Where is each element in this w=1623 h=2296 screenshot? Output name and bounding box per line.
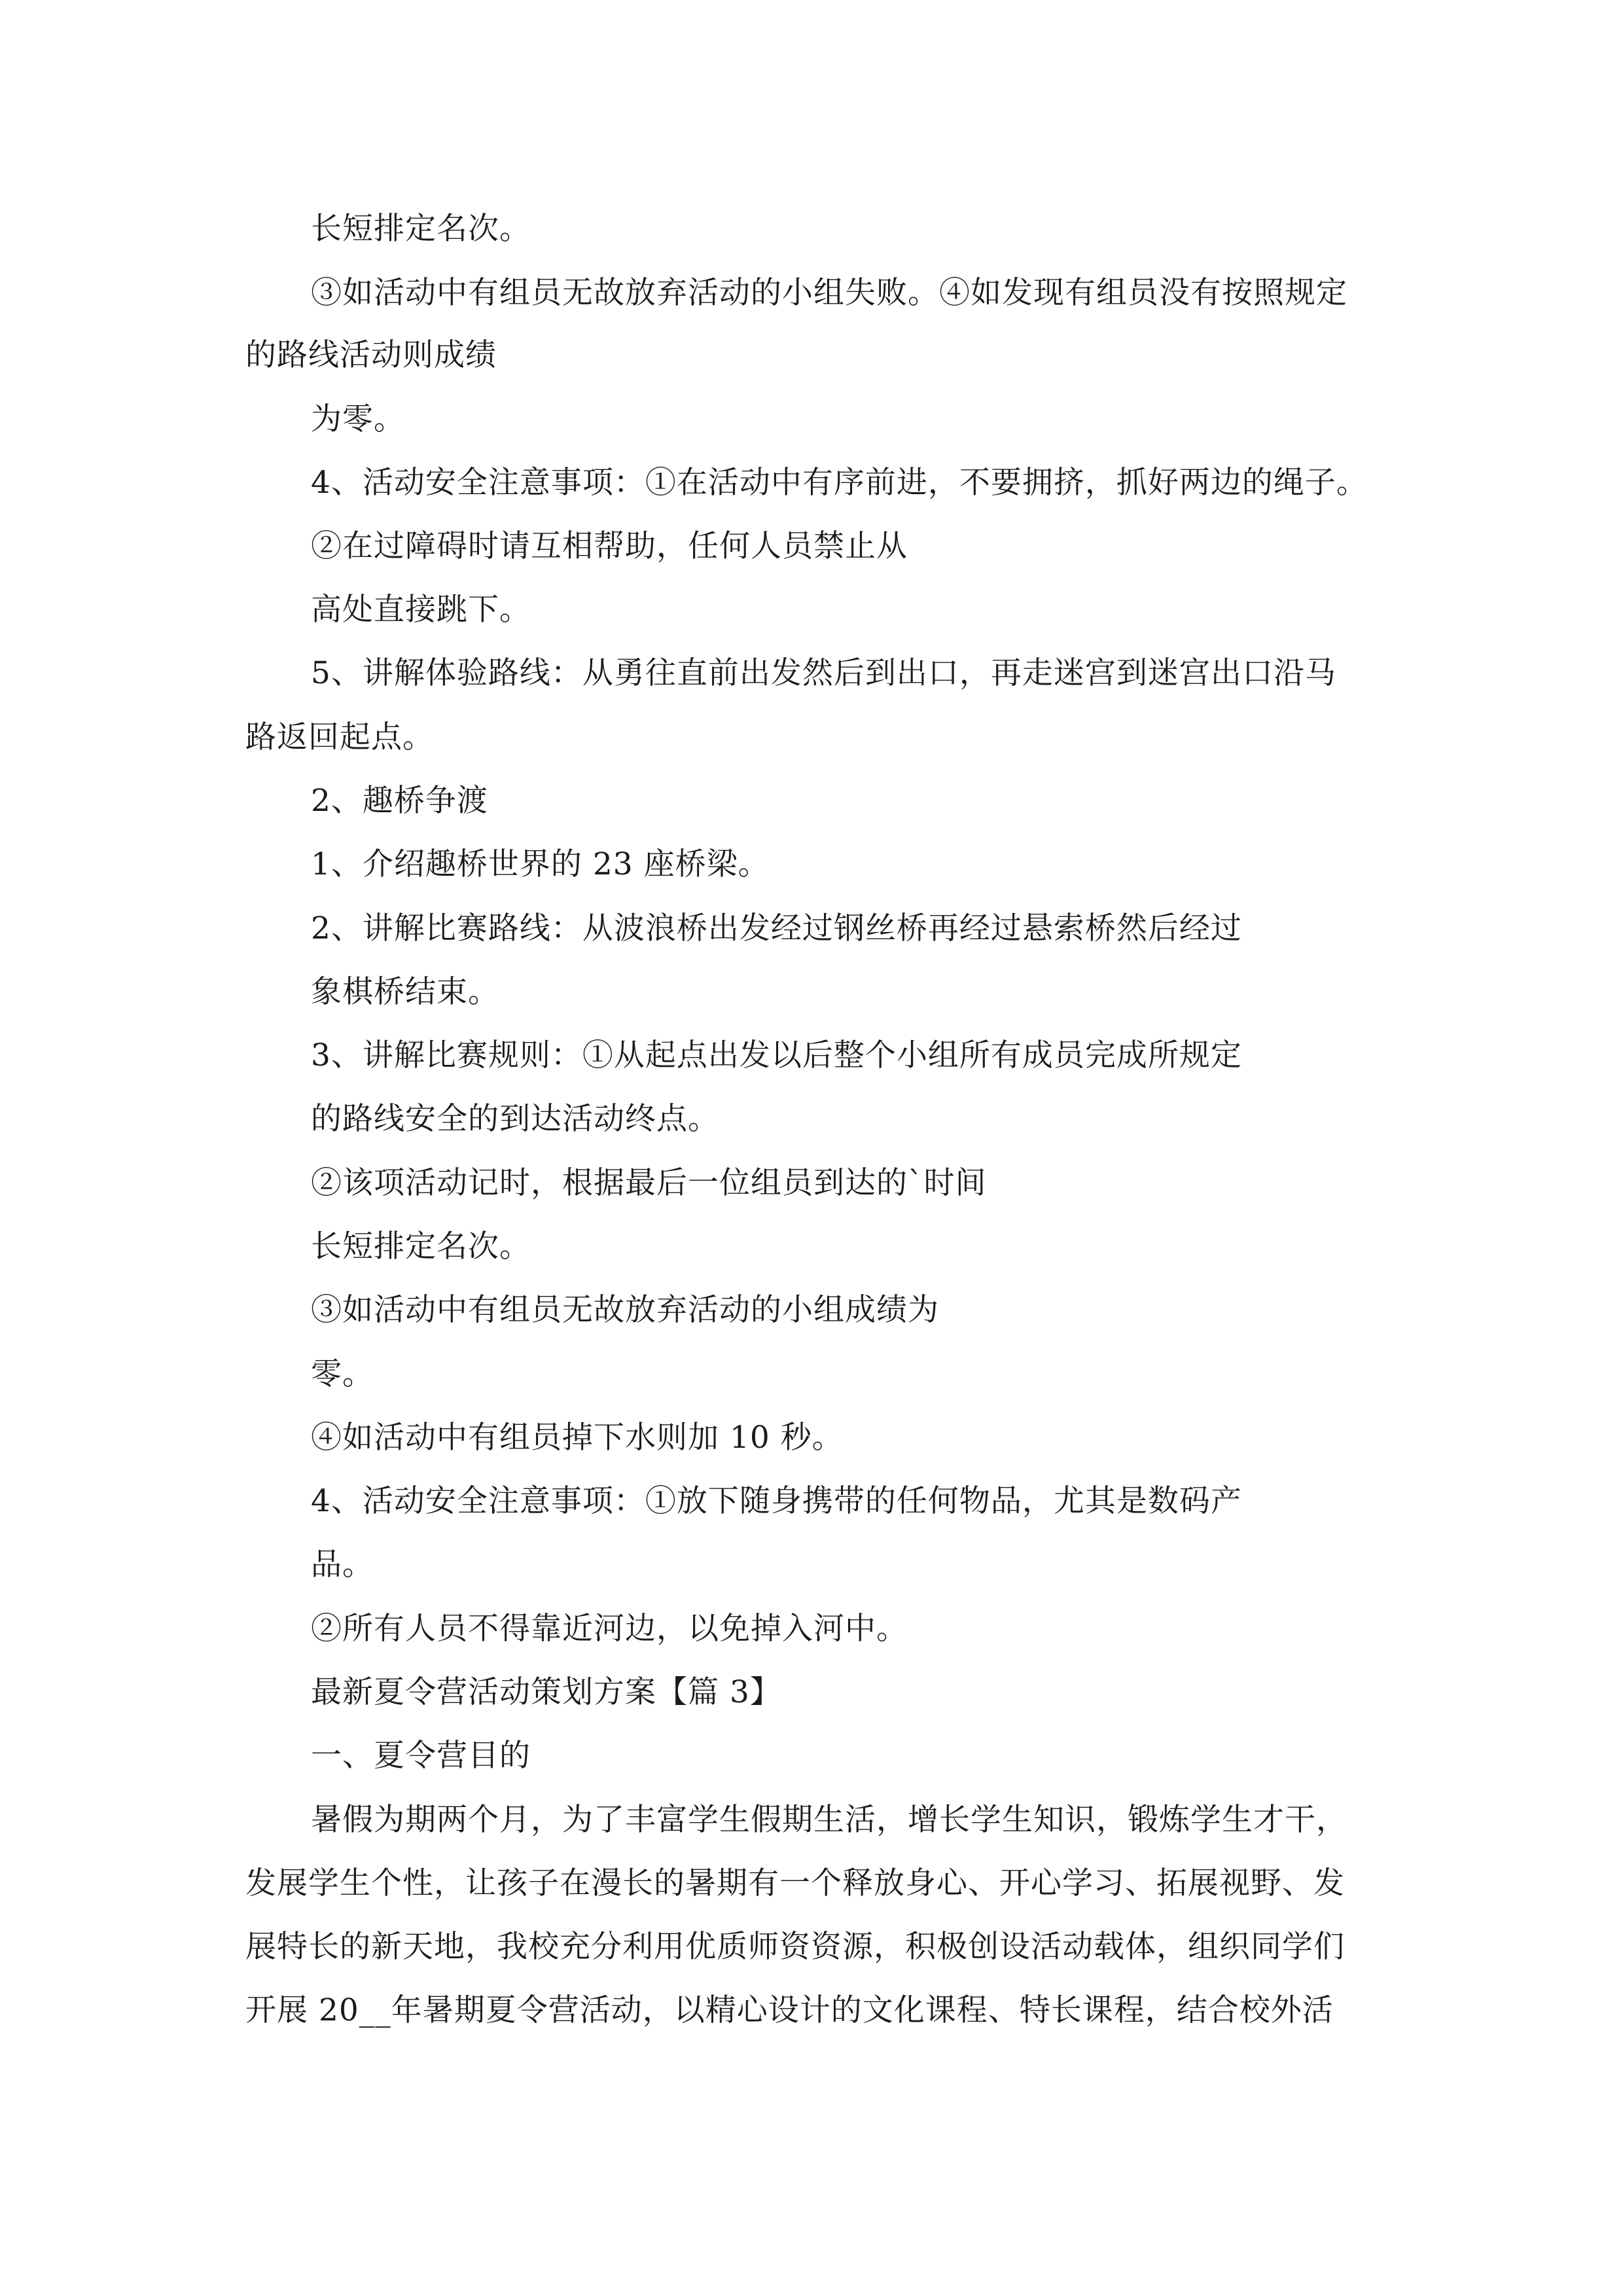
text-line: 1、介绍趣桥世界的 23 座桥梁。 [311,846,770,882]
text-line: 发展学生个性，让孩子在漫长的暑期有一个释放身心、开心学习、拓展视野、发 [245,1865,1345,1901]
text-line: 展特长的新天地，我校充分利用优质师资资源，积极创设活动载体，组织同学们 [245,1929,1345,1965]
text-line: 品。 [311,1547,374,1583]
text-line: ④如活动中有组员掉下水则加 10 秒。 [311,1420,844,1456]
section-heading: 最新夏令营活动策划方案【篇 3】 [311,1674,781,1710]
text-line: ②在过障碍时请互相帮助，任何人员禁止从 [311,528,908,564]
text-line: 4、活动安全注意事项：①在活动中有序前进，不要拥挤，抓好两边的绳子。 [311,465,1368,501]
text-line: 高处直接跳下。 [311,592,531,628]
subsection-heading: 一、夏令营目的 [311,1738,531,1774]
text-line: 3、讲解比赛规则：①从起点出发以后整个小组所有成员完成所规定 [311,1037,1242,1073]
text-line: 零。 [311,1356,374,1392]
text-line: ③如活动中有组员无故放弃活动的小组成绩为 [311,1292,939,1328]
text-line: 长短排定名次。 [311,211,531,247]
text-line: ③如活动中有组员无故放弃活动的小组失败。④如发现有组员没有按照规定 [311,275,1347,311]
text-line: 暑假为期两个月，为了丰富学生假期生活，增长学生知识，锻炼学生才干， [311,1802,1347,1838]
text-line: 路返回起点。 [245,719,434,755]
text-line: 的路线活动则成绩 [245,337,497,373]
text-line: 长短排定名次。 [311,1229,531,1265]
text-line: 开展 20__年暑期夏令营活动，以精心设计的文化课程、特长课程，结合校外活 [245,1992,1334,2028]
text-line: 4、活动安全注意事项：①放下随身携带的任何物品，尤其是数码产 [311,1483,1242,1519]
text-line: ②所有人员不得靠近河边，以免掉入河中。 [311,1611,908,1647]
text-line: 2、趣桥争渡 [311,783,488,819]
text-line: 的路线安全的到达活动终点。 [311,1101,719,1137]
text-line: 为零。 [311,401,405,437]
text-line: 5、讲解体验路线：从勇往直前出发然后到出口，再走迷宫到迷宫出口沿马 [311,655,1336,691]
text-line: ②该项活动记时，根据最后一位组员到达的`时间 [311,1165,987,1201]
text-line: 2、讲解比赛路线：从波浪桥出发经过钢丝桥再经过悬索桥然后经过 [311,910,1242,946]
text-line: 象棋桥结束。 [311,974,499,1010]
